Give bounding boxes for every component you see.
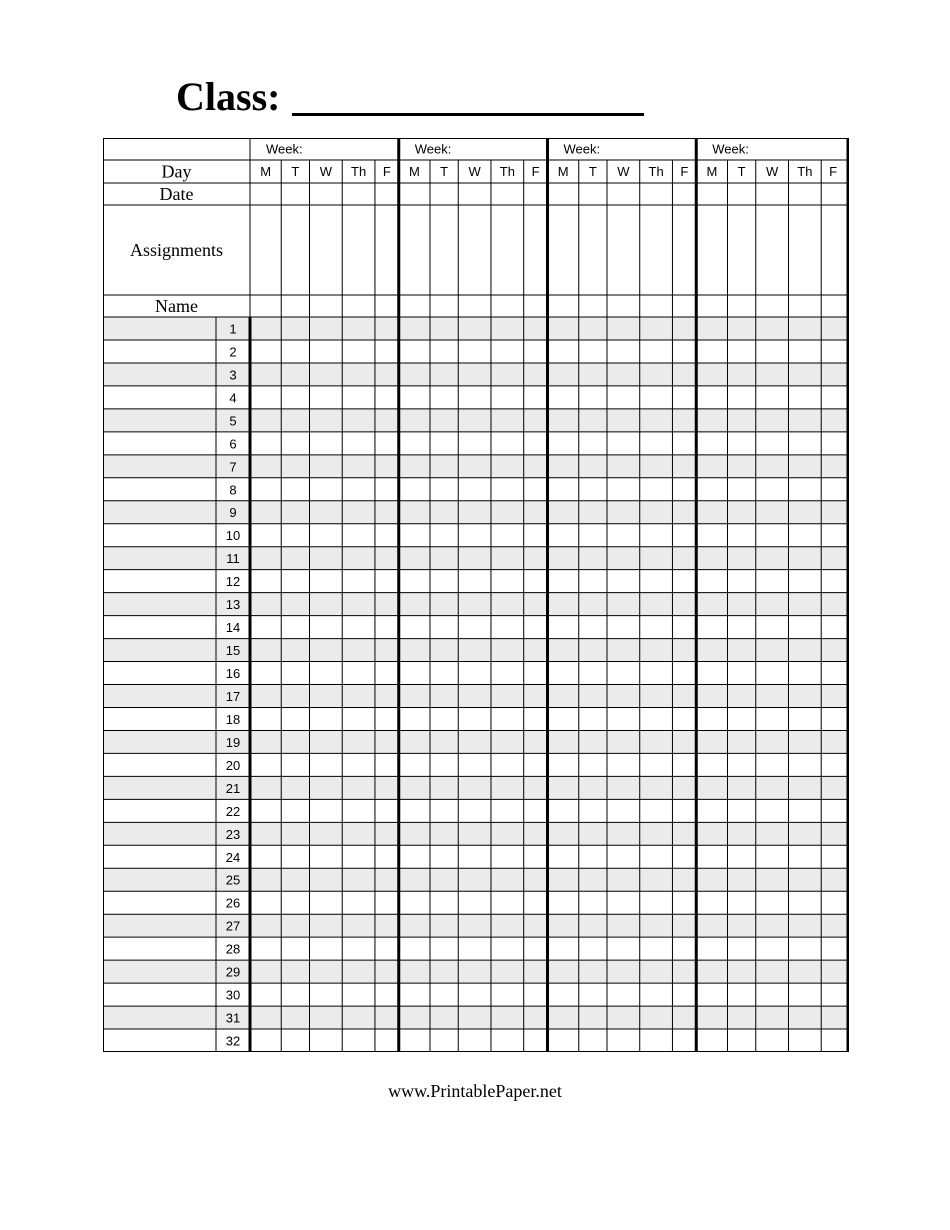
name-row-label: Name <box>155 296 198 316</box>
student-number: 22 <box>225 803 241 819</box>
student-number: 5 <box>229 413 237 429</box>
day-header: T <box>737 164 746 179</box>
shaded-row <box>103 409 849 432</box>
week-label: Week: <box>414 141 452 157</box>
student-number: 7 <box>229 459 237 475</box>
day-header: M <box>706 164 718 179</box>
day-header: F <box>382 164 391 179</box>
week-label: Week: <box>563 141 601 157</box>
student-number: 9 <box>229 505 237 521</box>
student-number: 15 <box>225 643 241 659</box>
class-name-blank[interactable] <box>292 75 644 116</box>
class-label: Class: <box>176 74 281 119</box>
student-number: 18 <box>225 711 241 727</box>
day-header: T <box>588 164 597 179</box>
day-header: Th <box>499 164 515 179</box>
week-label: Week: <box>266 141 303 157</box>
student-number: 3 <box>229 367 237 383</box>
day-header: Th <box>797 164 813 179</box>
day-header: F <box>829 164 838 179</box>
attendance-grid <box>103 138 849 1052</box>
shaded-row <box>103 639 849 662</box>
day-header: Th <box>648 164 664 179</box>
student-number: 24 <box>225 849 241 865</box>
shaded-row <box>103 776 849 799</box>
day-header: T <box>291 164 300 179</box>
shaded-row <box>103 868 849 891</box>
day-row-label: Day <box>161 161 192 182</box>
day-header: W <box>617 164 630 179</box>
day-header: M <box>557 164 569 179</box>
class-title-line <box>176 70 644 120</box>
shaded-row <box>103 317 849 340</box>
student-number: 28 <box>225 941 241 957</box>
shaded-row <box>103 455 849 478</box>
student-number: 13 <box>225 597 241 613</box>
day-header: T <box>440 164 449 179</box>
student-number: 17 <box>225 688 241 704</box>
shaded-row <box>103 501 849 524</box>
footer-url: www.PrintablePaper.net <box>388 1081 562 1101</box>
day-header: Th <box>351 164 367 179</box>
student-number: 26 <box>225 895 241 911</box>
day-header: W <box>765 164 779 179</box>
student-number: 8 <box>229 482 237 498</box>
day-header: W <box>468 164 481 179</box>
shaded-row <box>103 593 849 616</box>
student-number: 32 <box>225 1033 241 1049</box>
student-number: 6 <box>229 436 237 452</box>
shaded-row <box>103 914 849 937</box>
student-number: 12 <box>225 574 241 590</box>
student-number: 25 <box>225 872 241 888</box>
student-number: 1 <box>229 321 237 337</box>
shaded-row <box>103 1006 849 1029</box>
student-number: 4 <box>229 390 237 406</box>
day-header: M <box>408 164 420 179</box>
day-header: W <box>319 164 333 179</box>
day-header: F <box>531 164 540 179</box>
shaded-row <box>103 685 849 708</box>
shaded-row <box>103 547 849 570</box>
shaded-row <box>103 960 849 983</box>
student-number: 19 <box>225 734 241 750</box>
day-header: M <box>260 164 272 179</box>
student-number: 14 <box>225 620 241 636</box>
date-row-label: Date <box>159 184 194 204</box>
student-number: 31 <box>225 1010 241 1026</box>
day-header: F <box>680 164 689 179</box>
student-number: 30 <box>225 987 241 1003</box>
student-number: 16 <box>225 666 241 682</box>
shaded-row <box>103 363 849 386</box>
student-number: 2 <box>229 344 237 360</box>
assignments-row-label: Assignments <box>129 240 224 260</box>
student-number: 10 <box>225 528 241 544</box>
student-number: 29 <box>225 964 241 980</box>
student-number: 11 <box>226 551 240 567</box>
student-number: 21 <box>225 780 241 796</box>
student-number: 27 <box>225 918 241 934</box>
week-label: Week: <box>712 141 749 157</box>
student-number: 23 <box>225 826 241 842</box>
shaded-row <box>103 730 849 753</box>
student-number: 20 <box>225 757 241 773</box>
shaded-row <box>103 822 849 845</box>
grid-svg <box>103 138 849 1052</box>
